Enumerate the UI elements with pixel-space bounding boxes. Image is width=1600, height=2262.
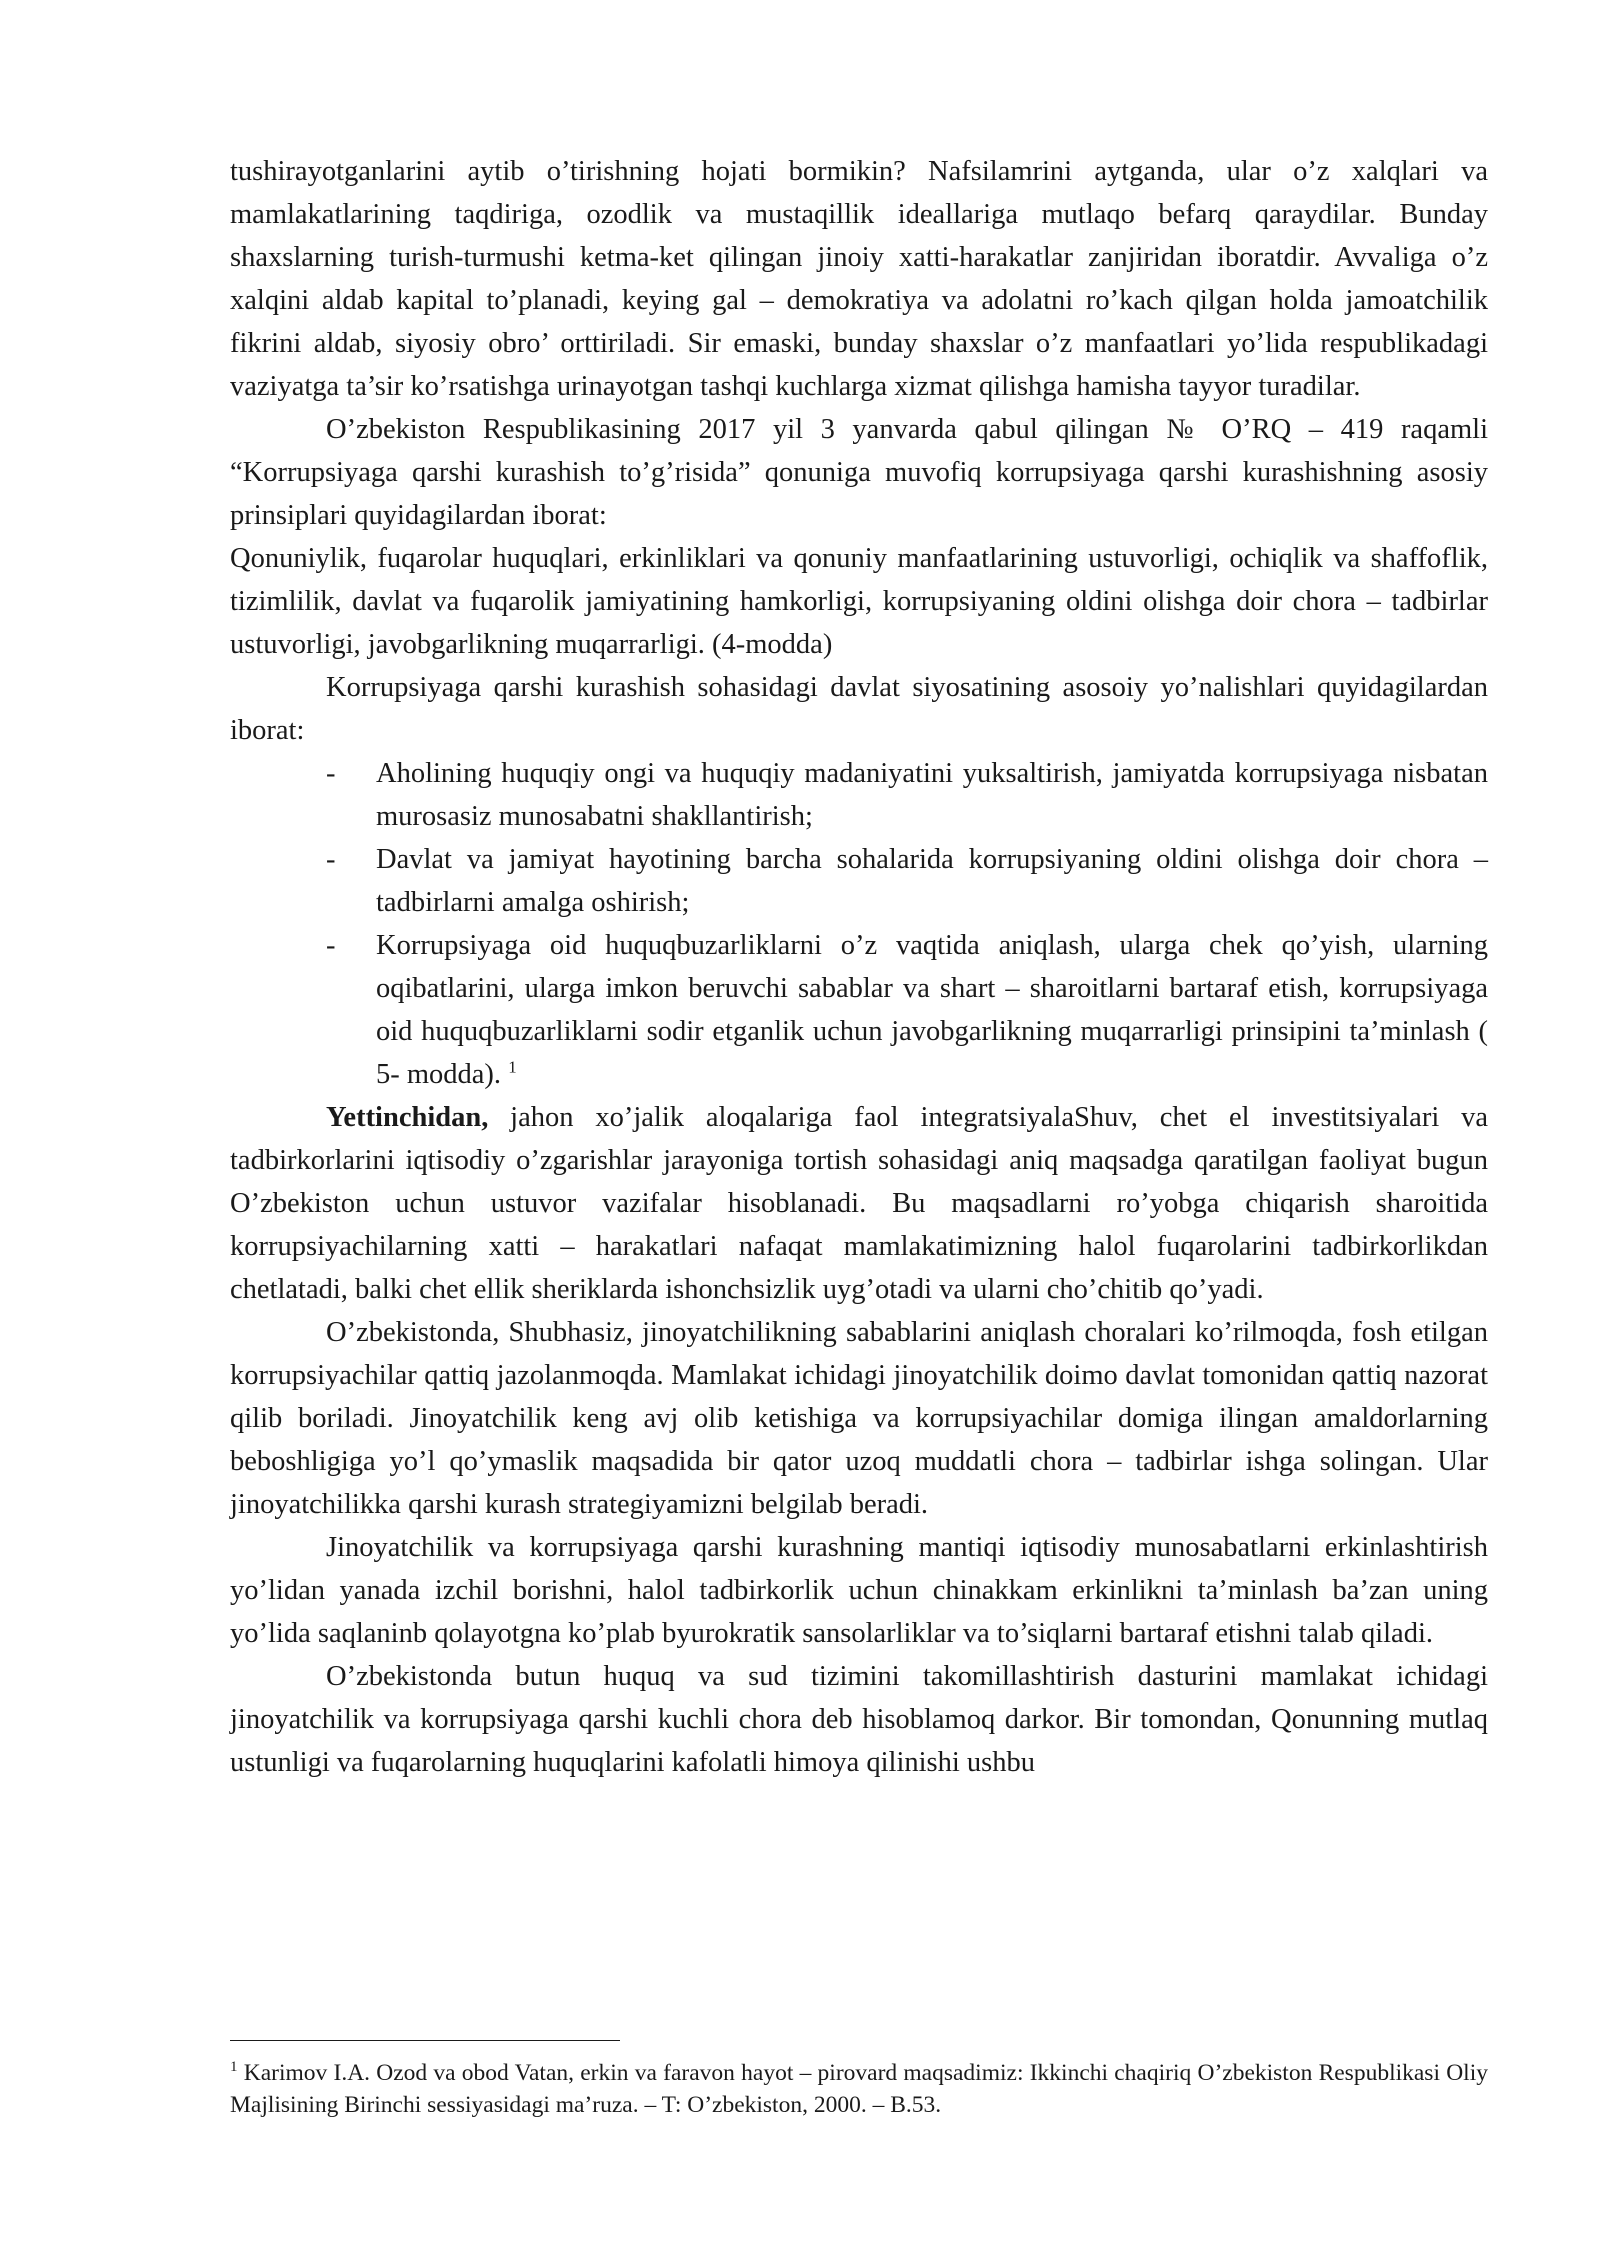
paragraph-intro: tushirayotganlarini aytib o’tirishning hojati bormikin? Nafsilamrini aytganda, ular o’z xalqlari va mamlakatlarining taqdiriga, ozodlik va mustaqillik ideallariga mutlaqo befarq qaraydilar. Bunday shaxslarning turish-turmushi ketma-ket qilingan jinoiy xatti-harakatlar zanjiridan iboratdir. Avvaliga o’z xalqini aldab kapital to’planadi, keying gal – demokratiya va adolatni ro’kach qilgan holda jamoatchilik fikrini aldab, siyosiy obro’ orttiriladi. Sir emaski, bunday shaxslar o’z manfaatlari yo’lida respublikadagi vaziyatga ta’sir ko’rsatishga urinayotgan tashqi kuchlarga xizmat qilishga hamisha tayyor turadilar. xyxy=(230,156,1488,402)
paragraph-principles: Qonuniylik, fuqarolar huquqlari, erkinliklari va qonuniy manfaatlarining ustuvorligi, ochiqlik va shaffoflik, tizimlilik, davlat va fuqarolik jamiyatining hamkorligi, korrupsiyaning oldini olishga doir chora – tadbirlar ustuvorligi, javobgarlikning muqarrarligi. (4-modda) xyxy=(230,543,1488,660)
paragraph-crime-measures: O’zbekistonda, Shubhasiz, jinoyatchilikning sabablarini aniqlash choralari ko’rilmoqda, fosh etilgan korrupsiyachilar qattiq jazolanmoqda. Mamlakat ichidagi jinoyatchilik doimo davlat tomonidan qattiq nazorat qilib boriladi. Jinoyatchilik keng avj olib ketishiga va korrupsiyachilar domiga ilingan amaldorlarning beboshligiga yo’l qo’ymaslik maqsadida bir qator uzoq muddatli chora – tadbirlar ishga solingan. Ular jinoyatchilikka qarshi kurash strategiyamizni belgilab beradi. xyxy=(230,1317,1488,1520)
list-item xyxy=(326,924,1488,1096)
paragraph-law-reference: O’zbekiston Respublikasining 2017 yil 3 yanvarda qabul qilingan № O’RQ – 419 raqamli “Korrupsiyaga qarshi kurashish to’g’risida” qonuniga muvofiq korrupsiyaga qarshi kurashishning asosiy prinsiplari quyidagilardan iborat: xyxy=(230,414,1488,531)
footnote-mark: 1 xyxy=(230,2059,238,2076)
paragraph-judicial-reform: O’zbekistonda butun huquq va sud tizimini takomillashtirish dasturini mamlakat ichidagi jinoyatchilik va korrupsiyaga qarshi kuchli chora deb hisoblamoq darkor. Bir tomondan, Qonunning mutlaq ustunligi va fuqarolarning huquqlarini kafolatli himoya qilinishi ushbu xyxy=(230,1661,1488,1778)
paragraph-seventh xyxy=(230,1096,1488,1311)
list-item xyxy=(326,752,1488,838)
policy-directions-list xyxy=(230,752,1488,1096)
document-page xyxy=(230,150,1488,1784)
list-item-text: Aholining huquqiy ongi va huquqiy madaniyatini yuksaltirish, jamiyatda korrupsiyaga nisbatan murosasiz munosabatni shakllantirish; xyxy=(376,758,1488,832)
paragraph-seventh-text: jahon xo’jalik aloqalariga faol integratsiyalaShuv, chet el investitsiyalari va tadbirkorlarini iqtisodiy o’zgarishlar jarayoniga tortish sohasidagi aniq maqsadga qaratilgan faoliyat bugun O’zbekiston uchun ustuvor vazifalar hisoblanadi. Bu maqsadlarni ro’yobga chiqarish sharoitida korrupsiyachilarning xatti – harakatlari nafaqat mamlakatimizning halol fuqarolarini tadbirkorlikdan chetlatadi, balki chet ellik sheriklarda ishonchsizlik uyg’otadi va ularni cho’chitib qo’yadi. xyxy=(230,1102,1488,1305)
footnote-text: Karimov I.A. Ozod va obod Vatan, erkin va faravon hayot – pirovard maqsadimiz: Ikkinchi chaqiriq O’zbekiston Respublikasi Oliy Majlisining Birinchi sessiyasidagi ma’ruza. – T: O’zbekiston, 2000. – B.53. xyxy=(230,2060,1488,2118)
paragraph-policy-directions: Korrupsiyaga qarshi kurashish sohasidagi davlat siyosatining asosoiy yo’nalishlari quyidagilardan iborat: xyxy=(230,672,1488,746)
footnote-separator xyxy=(230,2040,620,2041)
footnote-reference[interactable]: 1 xyxy=(508,1057,517,1077)
list-dash: - xyxy=(326,930,336,961)
list-dash: - xyxy=(326,758,336,789)
list-item xyxy=(326,838,1488,924)
paragraph-logic-of-fight: Jinoyatchilik va korrupsiyaga qarshi kurashning mantiqi iqtisodiy munosabatlarni erkinlashtirish yo’lidan yanada izchil borishni, halol tadbirkorlik uchun chinakkam erkinlikni ta’minlash ba’zan uning yo’lida saqlaninb qolayotgna ko’plab byurokratik sansolarliklar va to’siqlarni bartaraf etishni talab qiladi. xyxy=(230,1532,1488,1649)
paragraph-lead-bold: Yettinchidan, xyxy=(326,1102,489,1133)
list-item-text: Davlat va jamiyat hayotining barcha sohalarida korrupsiyaning oldini olishga doir chora – tadbirlarni amalga oshirish; xyxy=(376,844,1488,918)
list-dash: - xyxy=(326,844,336,875)
list-item-text: Korrupsiyaga oid huquqbuzarliklarni o’z vaqtida aniqlash, ularga chek qo’yish, ularning oqibatlarini, ularga imkon beruvchi sabablar va shart – sharoitlarni bartaraf etish, korrupsiyaga oid huquqbuzarliklarni sodir etganlik uchun javobgarlikning muqarrarligi prinsipini ta’minlash ( 5- modda). xyxy=(376,930,1488,1090)
footnote xyxy=(230,2057,1488,2121)
